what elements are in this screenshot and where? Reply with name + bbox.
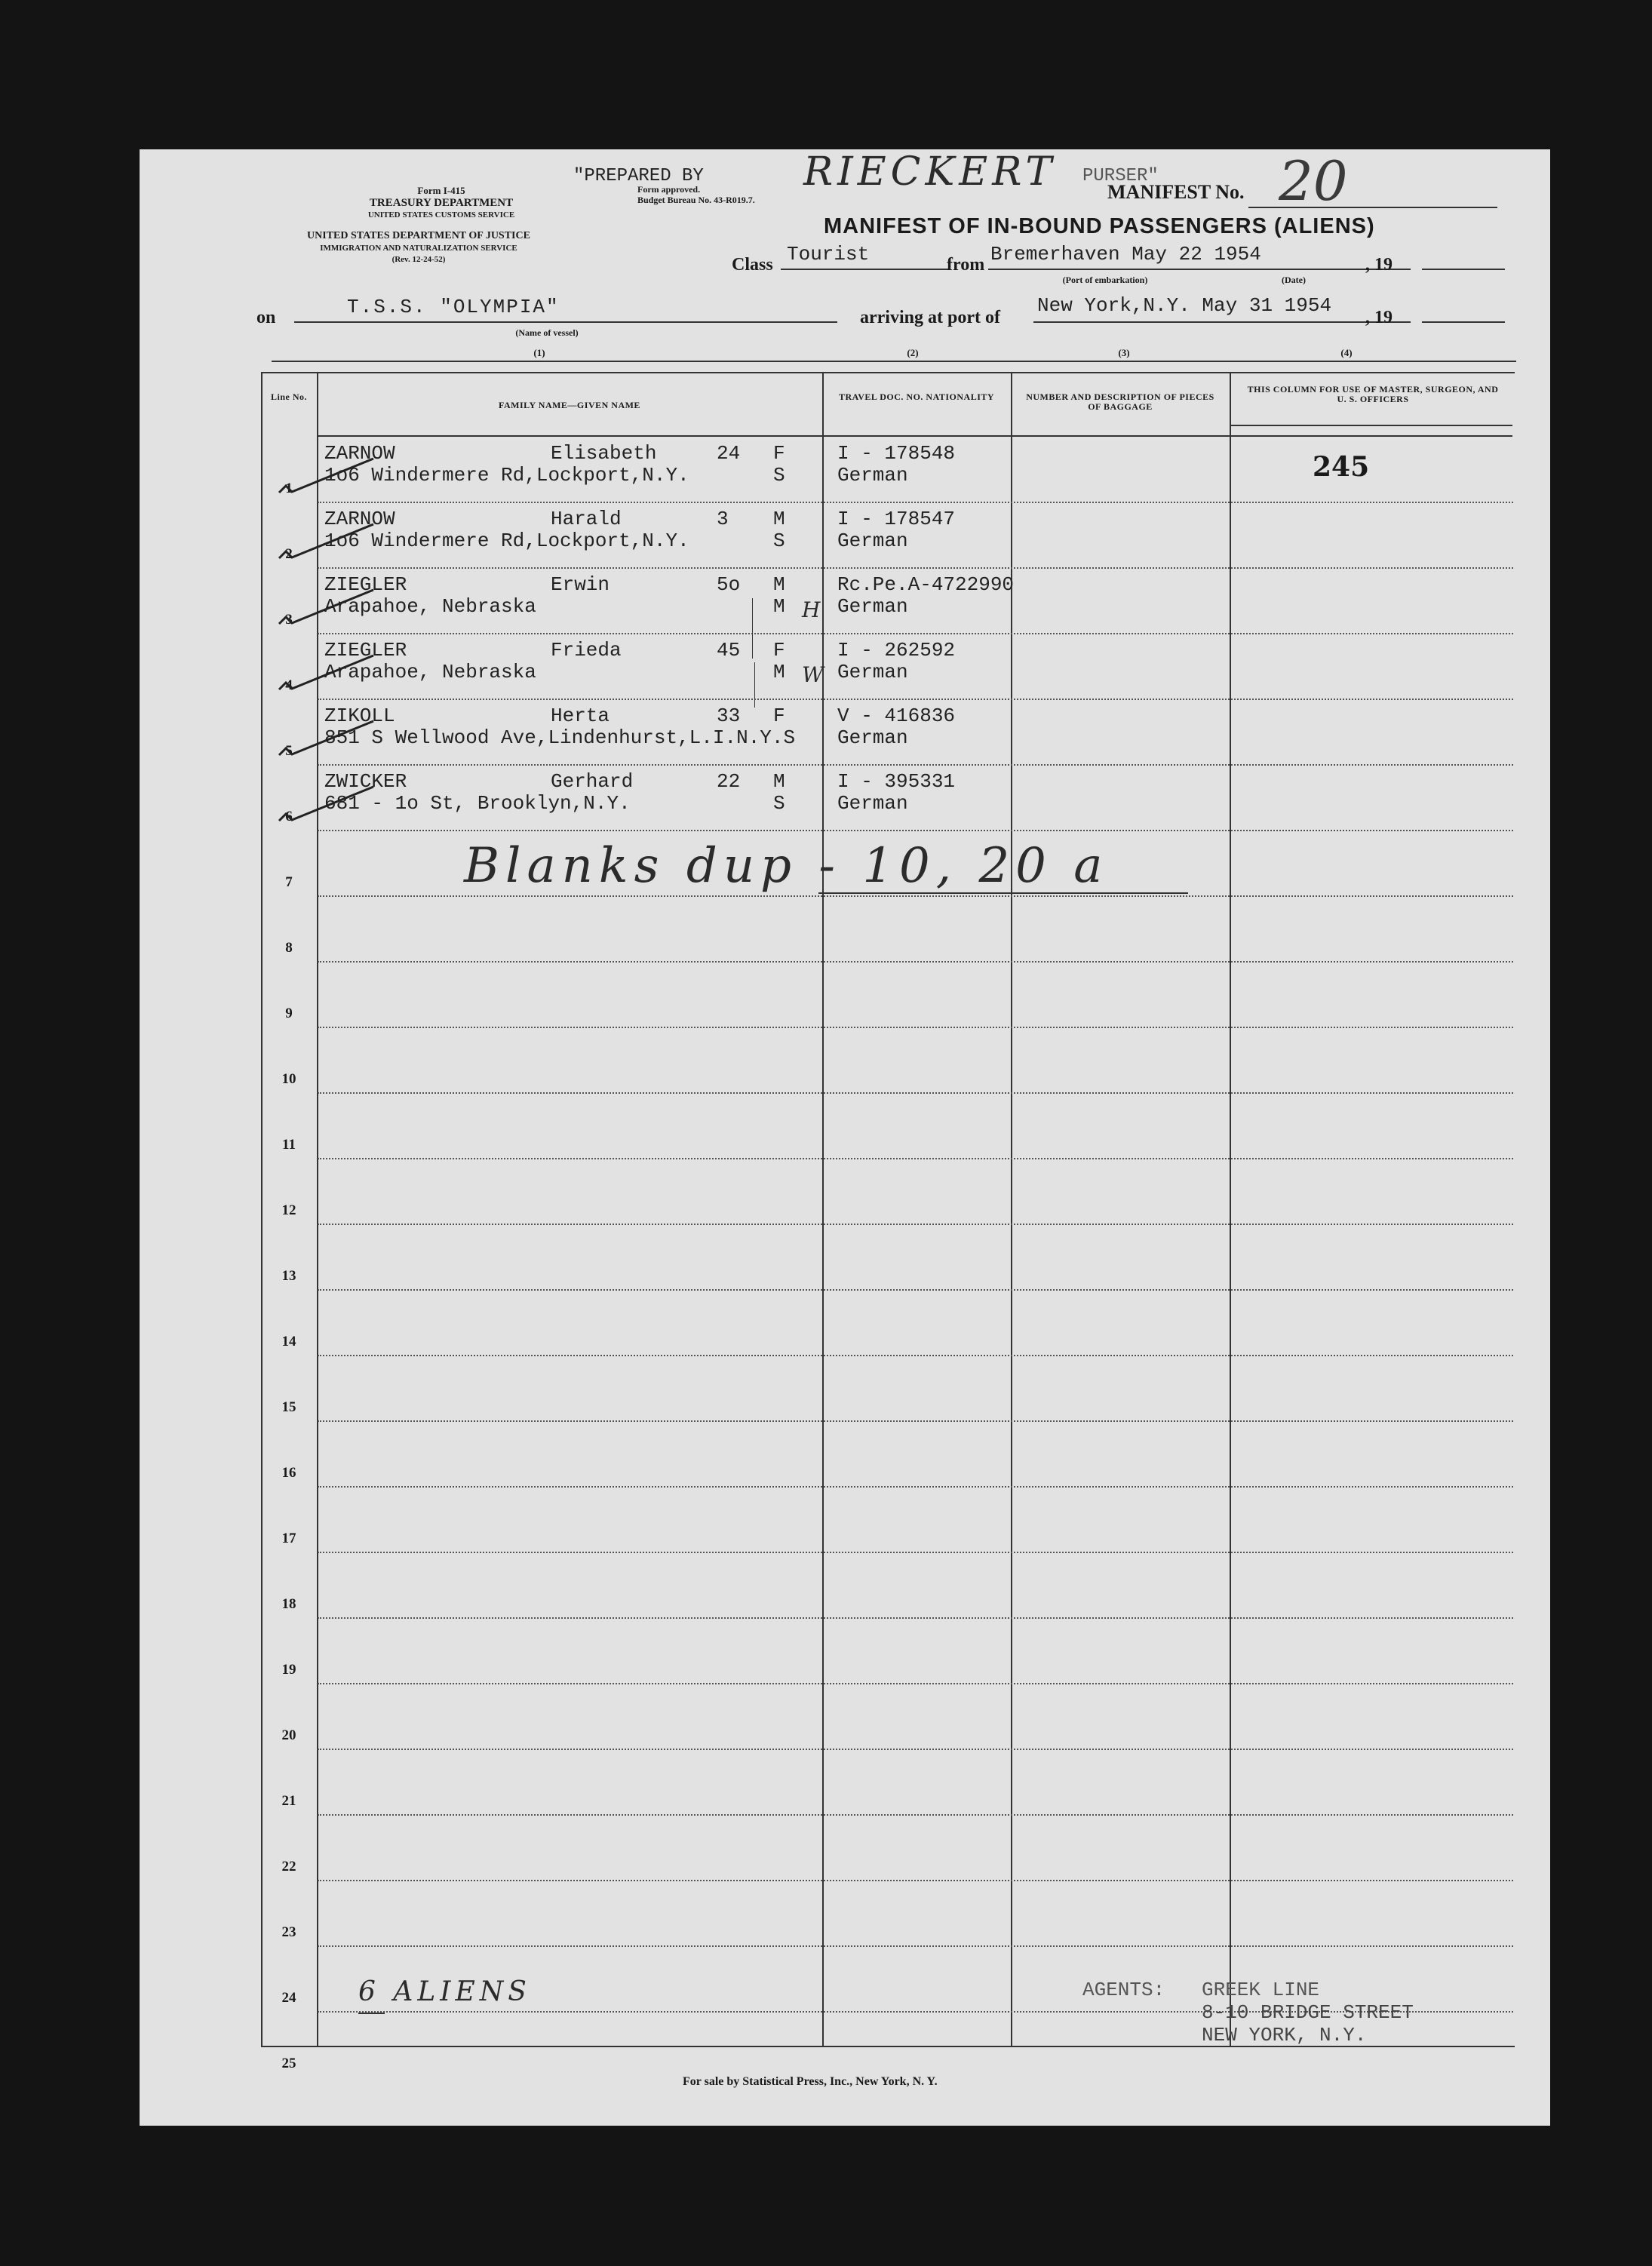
passenger-age: 5o bbox=[717, 573, 741, 596]
passenger-age: 22 bbox=[717, 770, 741, 793]
date-caption: (Date) bbox=[1282, 275, 1306, 285]
passenger-doc: I - 178548 bbox=[837, 442, 956, 465]
prepared-by-label: "PREPARED BY bbox=[573, 166, 704, 186]
agents-line-3: NEW YORK, N.Y. bbox=[1202, 2024, 1367, 2046]
row-divider bbox=[318, 1814, 1513, 1816]
passenger-status: M bbox=[773, 595, 785, 618]
passenger-table bbox=[261, 372, 1515, 2047]
port-embark-caption: (Port of embarkation) bbox=[1062, 275, 1148, 285]
baggage-col-divider bbox=[1230, 372, 1231, 2046]
header-line-no: Line No. bbox=[270, 391, 307, 402]
line-number: 3 bbox=[285, 612, 293, 628]
passenger-address: 681 - 1o St, Brooklyn,N.Y. bbox=[324, 792, 631, 815]
passenger-sex: M bbox=[773, 508, 785, 530]
line-number: 8 bbox=[285, 940, 293, 956]
passenger-doc: I - 395331 bbox=[837, 770, 956, 793]
arriving-label: arriving at port of bbox=[860, 308, 1000, 327]
header-baggage: NUMBER AND DESCRIPTION OF PIECES OF BAGGAGE bbox=[1026, 391, 1214, 412]
passenger-given: Harald bbox=[551, 508, 622, 530]
line-number: 18 bbox=[281, 1596, 296, 1612]
note-strike bbox=[818, 892, 1188, 894]
passenger-age: 45 bbox=[717, 639, 741, 662]
row-divider bbox=[318, 1552, 1513, 1553]
passenger-sex: F bbox=[773, 705, 785, 727]
passenger-doc: Rc.Pe.A-4722990 bbox=[837, 573, 1015, 596]
passenger-age: 33 bbox=[717, 705, 741, 727]
checkmark-icon bbox=[275, 451, 381, 496]
class-underline bbox=[781, 269, 950, 270]
manifest-no-underline bbox=[1248, 207, 1497, 208]
line-number: 22 bbox=[281, 1859, 296, 1875]
checkmark-icon bbox=[275, 582, 381, 628]
row-divider bbox=[318, 1355, 1513, 1356]
officer-header-rule bbox=[1230, 425, 1512, 426]
row-divider bbox=[318, 1945, 1513, 1947]
year-from-underline bbox=[1422, 269, 1505, 270]
treasury-dept: TREASURY DEPARTMENT bbox=[369, 197, 514, 209]
manifest-number: 20 bbox=[1279, 149, 1348, 213]
row-divider bbox=[318, 1749, 1513, 1750]
line-number: 13 bbox=[281, 1268, 296, 1284]
purser-label: PURSER" bbox=[1082, 166, 1159, 186]
line-number: 5 bbox=[285, 743, 293, 759]
agents-line-2: 8-10 BRIDGE STREET bbox=[1202, 2001, 1414, 2024]
checkmark-icon bbox=[275, 517, 381, 562]
passenger-status: S bbox=[773, 464, 785, 487]
line-number: 12 bbox=[281, 1202, 296, 1218]
passenger-status: S bbox=[773, 530, 785, 552]
line-number: 16 bbox=[281, 1465, 296, 1481]
vessel-name: T.S.S. "OLYMPIA" bbox=[347, 296, 560, 318]
officer-stamp: 245 bbox=[1313, 451, 1370, 483]
line-number: 20 bbox=[281, 1727, 296, 1743]
passenger-nationality: German bbox=[837, 726, 908, 749]
manifest-title: MANIFEST OF IN-BOUND PASSENGERS (ALIENS) bbox=[824, 214, 1375, 238]
aliens-count: 6 ALIENS bbox=[358, 1976, 531, 2007]
passenger-address: 1o6 Windermere Rd,Lockport,N.Y. bbox=[324, 530, 689, 552]
line-number: 17 bbox=[281, 1531, 296, 1546]
line-number: 6 bbox=[285, 809, 293, 824]
from-underline bbox=[988, 269, 1411, 270]
form-number: Form I-415 bbox=[417, 185, 465, 196]
line-number: 15 bbox=[281, 1399, 296, 1415]
checkmark-icon bbox=[275, 648, 381, 693]
passenger-status: S bbox=[773, 792, 785, 815]
ins-service: IMMIGRATION AND NATURALIZATION SERVICE bbox=[320, 244, 517, 253]
line-number: 9 bbox=[285, 1006, 293, 1021]
arrival-value: New York,N.Y. May 31 1954 bbox=[1037, 294, 1332, 317]
line-number: 1 bbox=[285, 481, 293, 496]
class-value: Tourist bbox=[787, 243, 870, 266]
name-col-divider bbox=[822, 372, 824, 2046]
passenger-given: Erwin bbox=[551, 573, 610, 596]
row-divider bbox=[318, 1092, 1513, 1094]
header-rule bbox=[317, 435, 1512, 437]
row-divider bbox=[318, 633, 1513, 634]
vessel-underline bbox=[294, 321, 837, 323]
row-divider bbox=[318, 1486, 1513, 1488]
year-arrival-underline bbox=[1422, 321, 1505, 323]
col-number-rule bbox=[272, 361, 1516, 362]
line-number: 23 bbox=[281, 1924, 296, 1940]
checkmark-icon bbox=[275, 779, 381, 824]
passenger-nationality: German bbox=[837, 530, 908, 552]
row-divider bbox=[318, 1027, 1513, 1028]
passenger-family: ZIKOLL bbox=[324, 705, 395, 727]
bracket-mark bbox=[752, 598, 753, 659]
passenger-doc: I - 262592 bbox=[837, 639, 956, 662]
vessel-caption: (Name of vessel) bbox=[515, 327, 579, 338]
passenger-address: Arapahoe, Nebraska bbox=[324, 595, 536, 618]
header-officers: THIS COLUMN FOR USE OF MASTER, SURGEON, AND U. S. OFFICERS bbox=[1247, 384, 1499, 404]
year-arrival: , 19 bbox=[1365, 308, 1393, 327]
row-divider bbox=[318, 1224, 1513, 1225]
passenger-given: Frieda bbox=[551, 639, 622, 662]
justice-dept: UNITED STATES DEPARTMENT OF JUSTICE bbox=[307, 230, 530, 241]
passenger-given: Elisabeth bbox=[551, 442, 657, 465]
passenger-family: ZARNOW bbox=[324, 442, 395, 465]
passenger-family: ZIEGLER bbox=[324, 639, 407, 662]
arrival-underline bbox=[1033, 321, 1411, 323]
passenger-sex: M bbox=[773, 770, 785, 793]
passenger-family: ZWICKER bbox=[324, 770, 407, 793]
passenger-sex: M bbox=[773, 573, 785, 596]
line-number: 14 bbox=[281, 1334, 296, 1349]
travel-col-divider bbox=[1011, 372, 1012, 2046]
line-number: 7 bbox=[285, 874, 293, 890]
row-divider bbox=[318, 895, 1513, 897]
passenger-nationality: German bbox=[837, 661, 908, 683]
header-travel-doc: TRAVEL DOC. NO. NATIONALITY bbox=[838, 391, 995, 402]
budget-bureau: Budget Bureau No. 43-R019.7. bbox=[637, 195, 755, 205]
passenger-nationality: German bbox=[837, 595, 908, 618]
col-3-number: (3) bbox=[1118, 347, 1130, 358]
passenger-address: 851 S Wellwood Ave,Lindenhurst,L.I.N.Y.S bbox=[324, 726, 796, 749]
row-divider bbox=[318, 502, 1513, 503]
row-divider bbox=[318, 567, 1513, 569]
line-number: 2 bbox=[285, 546, 293, 562]
class-label: Class bbox=[732, 255, 773, 275]
passenger-doc: V - 416836 bbox=[837, 705, 956, 727]
row-divider bbox=[318, 830, 1513, 831]
passenger-sex: F bbox=[773, 442, 785, 465]
manifest-no-label: MANIFEST No. bbox=[1107, 181, 1245, 203]
row-divider bbox=[318, 1158, 1513, 1159]
passenger-address: 1o6 Windermere Rd,Lockport,N.Y. bbox=[324, 464, 689, 487]
agents-line-1: GREEK LINE bbox=[1202, 1979, 1320, 2001]
form-approved: Form approved. bbox=[637, 184, 701, 195]
passenger-address: Arapahoe, Nebraska bbox=[324, 661, 536, 683]
handwritten-w-mark: W bbox=[802, 662, 824, 687]
from-label: from bbox=[947, 255, 985, 275]
passenger-nationality: German bbox=[837, 792, 908, 815]
row-divider bbox=[318, 961, 1513, 963]
row-divider bbox=[318, 764, 1513, 766]
passenger-given: Gerhard bbox=[551, 770, 634, 793]
line-number: 10 bbox=[281, 1071, 296, 1087]
revision: (Rev. 12-24-52) bbox=[392, 255, 446, 264]
passenger-nationality: German bbox=[837, 464, 908, 487]
passenger-family: ZARNOW bbox=[324, 508, 395, 530]
passenger-family: ZIEGLER bbox=[324, 573, 407, 596]
line-number: 24 bbox=[281, 1990, 296, 2006]
printer-footer: For sale by Statistical Press, Inc., New York, N. Y. bbox=[683, 2075, 938, 2088]
customs-service: UNITED STATES CUSTOMS SERVICE bbox=[367, 210, 515, 220]
handwritten-h-mark: H bbox=[802, 597, 821, 622]
year-from: , 19 bbox=[1365, 255, 1393, 275]
aliens-underline bbox=[358, 2013, 385, 2014]
line-number: 25 bbox=[281, 2056, 296, 2071]
row-divider bbox=[318, 1683, 1513, 1684]
embark-value: Bremerhaven May 22 1954 bbox=[990, 243, 1261, 266]
checkmark-icon bbox=[275, 714, 381, 759]
handwritten-note: Blanks dup - 10, 20 a bbox=[464, 838, 1109, 894]
line-number: 21 bbox=[281, 1793, 296, 1809]
row-divider bbox=[318, 1617, 1513, 1619]
header-family-name: FAMILY NAME—GIVEN NAME bbox=[499, 400, 640, 410]
line-number: 11 bbox=[282, 1137, 296, 1153]
line-number: 4 bbox=[285, 677, 293, 693]
on-label: on bbox=[256, 308, 276, 327]
line-number: 19 bbox=[281, 1662, 296, 1678]
row-divider bbox=[318, 1289, 1513, 1291]
col-4-number: (4) bbox=[1340, 347, 1353, 358]
passenger-sex: F bbox=[773, 639, 785, 662]
passenger-age: 24 bbox=[717, 442, 741, 465]
passenger-doc: I - 178547 bbox=[837, 508, 956, 530]
row-divider bbox=[318, 1880, 1513, 1881]
passenger-age: 3 bbox=[717, 508, 729, 530]
row-divider bbox=[318, 1420, 1513, 1422]
col-2-number: (2) bbox=[907, 347, 919, 358]
bracket-mark bbox=[754, 662, 755, 708]
passenger-given: Herta bbox=[551, 705, 610, 727]
col-1-number: (1) bbox=[533, 347, 545, 358]
agents-label: AGENTS: bbox=[1082, 1979, 1165, 2001]
manifest-page bbox=[140, 149, 1550, 2126]
row-divider bbox=[318, 699, 1513, 700]
passenger-status: M bbox=[773, 661, 785, 683]
purser-signature: RIECKERT bbox=[803, 149, 1057, 195]
